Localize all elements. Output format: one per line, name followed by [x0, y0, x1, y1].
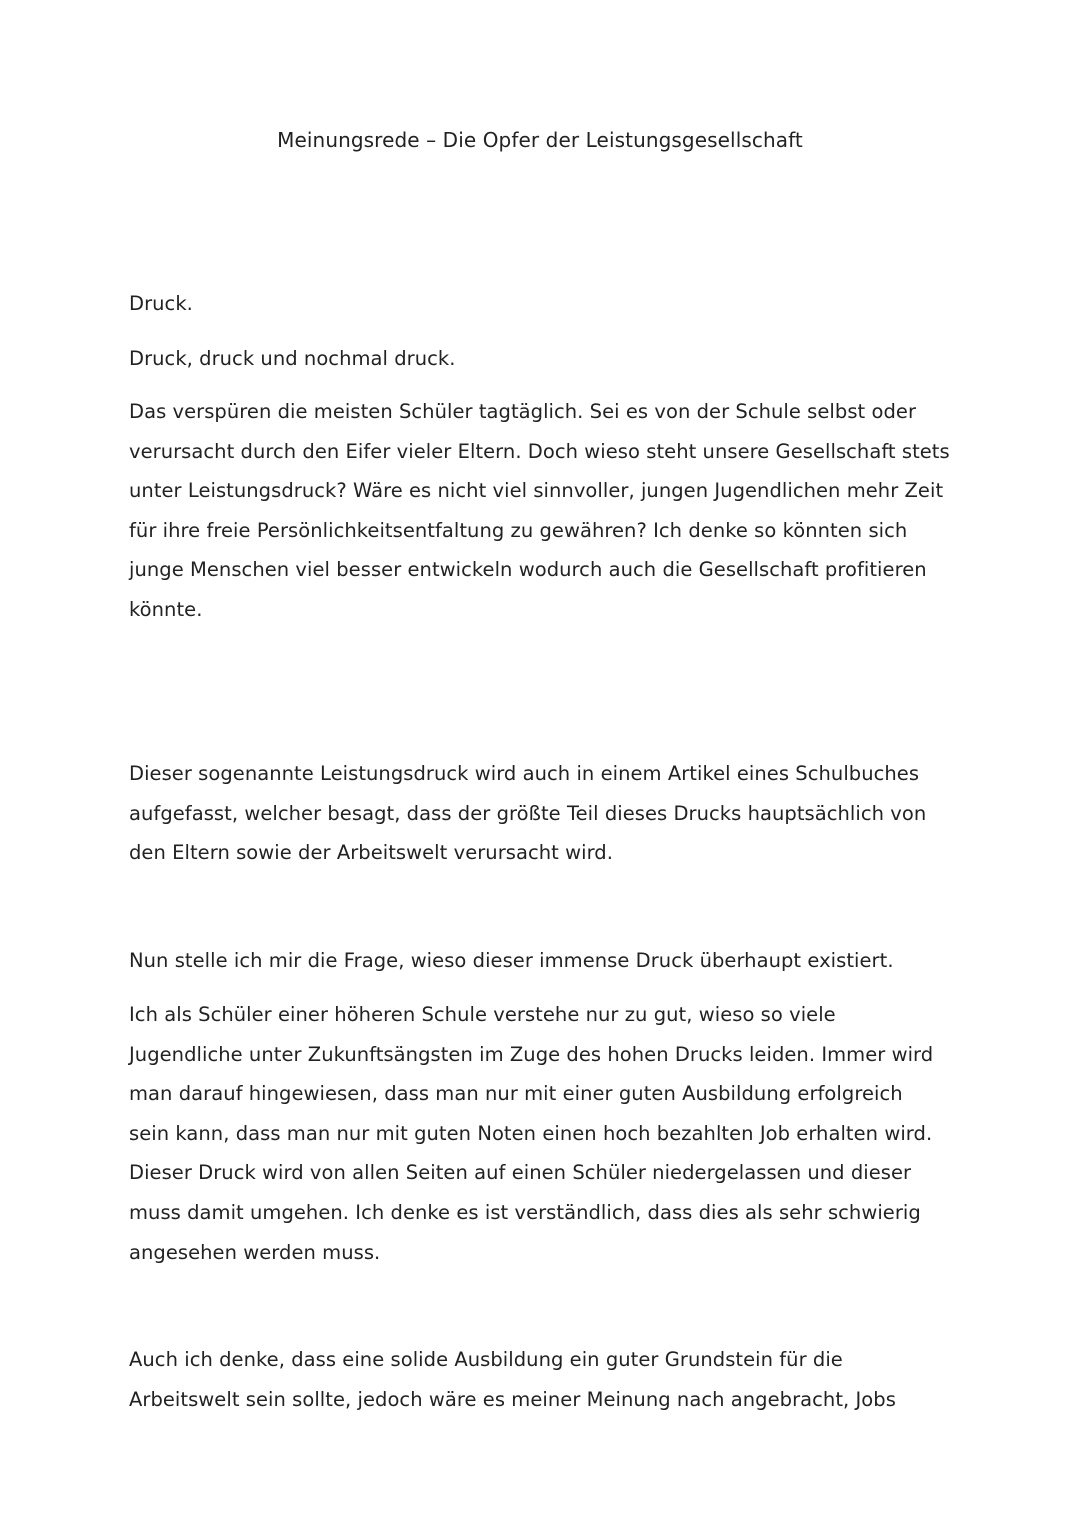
paragraph-artikel [129, 754, 959, 873]
text-line: Ich als Schüler einer höheren Schule verstehe nur zu gut, wieso so viele [129, 1003, 836, 1026]
text-line: Arbeitswelt sein sollte, jedoch wäre es meiner Meinung nach angebracht, Jobs [129, 1387, 896, 1411]
text-line: verursacht durch den Eifer vieler Eltern. Doch wieso steht unsere Gesellschaft stets [129, 439, 950, 463]
text-line: aufgefasst, welcher besagt, dass der größte Teil dieses Drucks hauptsächlich von [129, 801, 927, 825]
text-line: muss damit umgehen. Ich denke es ist verständlich, dass dies als sehr schwierig [129, 1200, 921, 1224]
text-line: angesehen werden muss. [129, 1240, 381, 1264]
text-line: Druck. [129, 292, 193, 315]
paragraph-schueler [129, 995, 959, 1272]
text-line: Auch ich denke, dass eine solide Ausbildung ein guter Grundstein für die [129, 1348, 843, 1371]
paragraph-ausbildung [129, 1340, 959, 1419]
text-line: für ihre freie Persönlichkeitsentfaltung zu gewähren? Ich denke so könnten sich [129, 518, 908, 542]
paragraph-druck [129, 284, 959, 324]
text-line: könnte. [129, 597, 203, 621]
paragraph-intro [129, 392, 959, 630]
text-line: Druck, druck und nochmal druck. [129, 347, 456, 370]
text-line: Dieser sogenannte Leistungsdruck wird auch in einem Artikel eines Schulbuches [129, 762, 920, 785]
text-line: Nun stelle ich mir die Frage, wieso dieser immense Druck überhaupt existiert. [129, 949, 894, 972]
paragraph-frage [129, 941, 959, 981]
paragraph-druck-repeat [129, 339, 959, 379]
text-line: den Eltern sowie der Arbeitswelt verursacht wird. [129, 841, 613, 865]
text-line: Jugendliche unter Zukunftsängsten im Zuge des hohen Drucks leiden. Immer wird [129, 1042, 934, 1066]
text-line: Das verspüren die meisten Schüler tagtäglich. Sei es von der Schule selbst oder [129, 400, 917, 423]
text-line: unter Leistungsdruck? Wäre es nicht viel sinnvoller, jungen Jugendlichen mehr Zeit [129, 479, 944, 503]
text-line: junge Menschen viel besser entwickeln wodurch auch die Gesellschaft profitieren [129, 558, 927, 582]
text-line: sein kann, dass man nur mit guten Noten einen hoch bezahlten Job erhalten wird. [129, 1121, 933, 1145]
text-line: man darauf hingewiesen, dass man nur mit einer guten Ausbildung erfolgreich [129, 1082, 903, 1106]
document-title: Meinungsrede – Die Opfer der Leistungsgesellschaft [277, 128, 803, 152]
text-line: Dieser Druck wird von allen Seiten auf einen Schüler niedergelassen und dieser [129, 1161, 912, 1185]
